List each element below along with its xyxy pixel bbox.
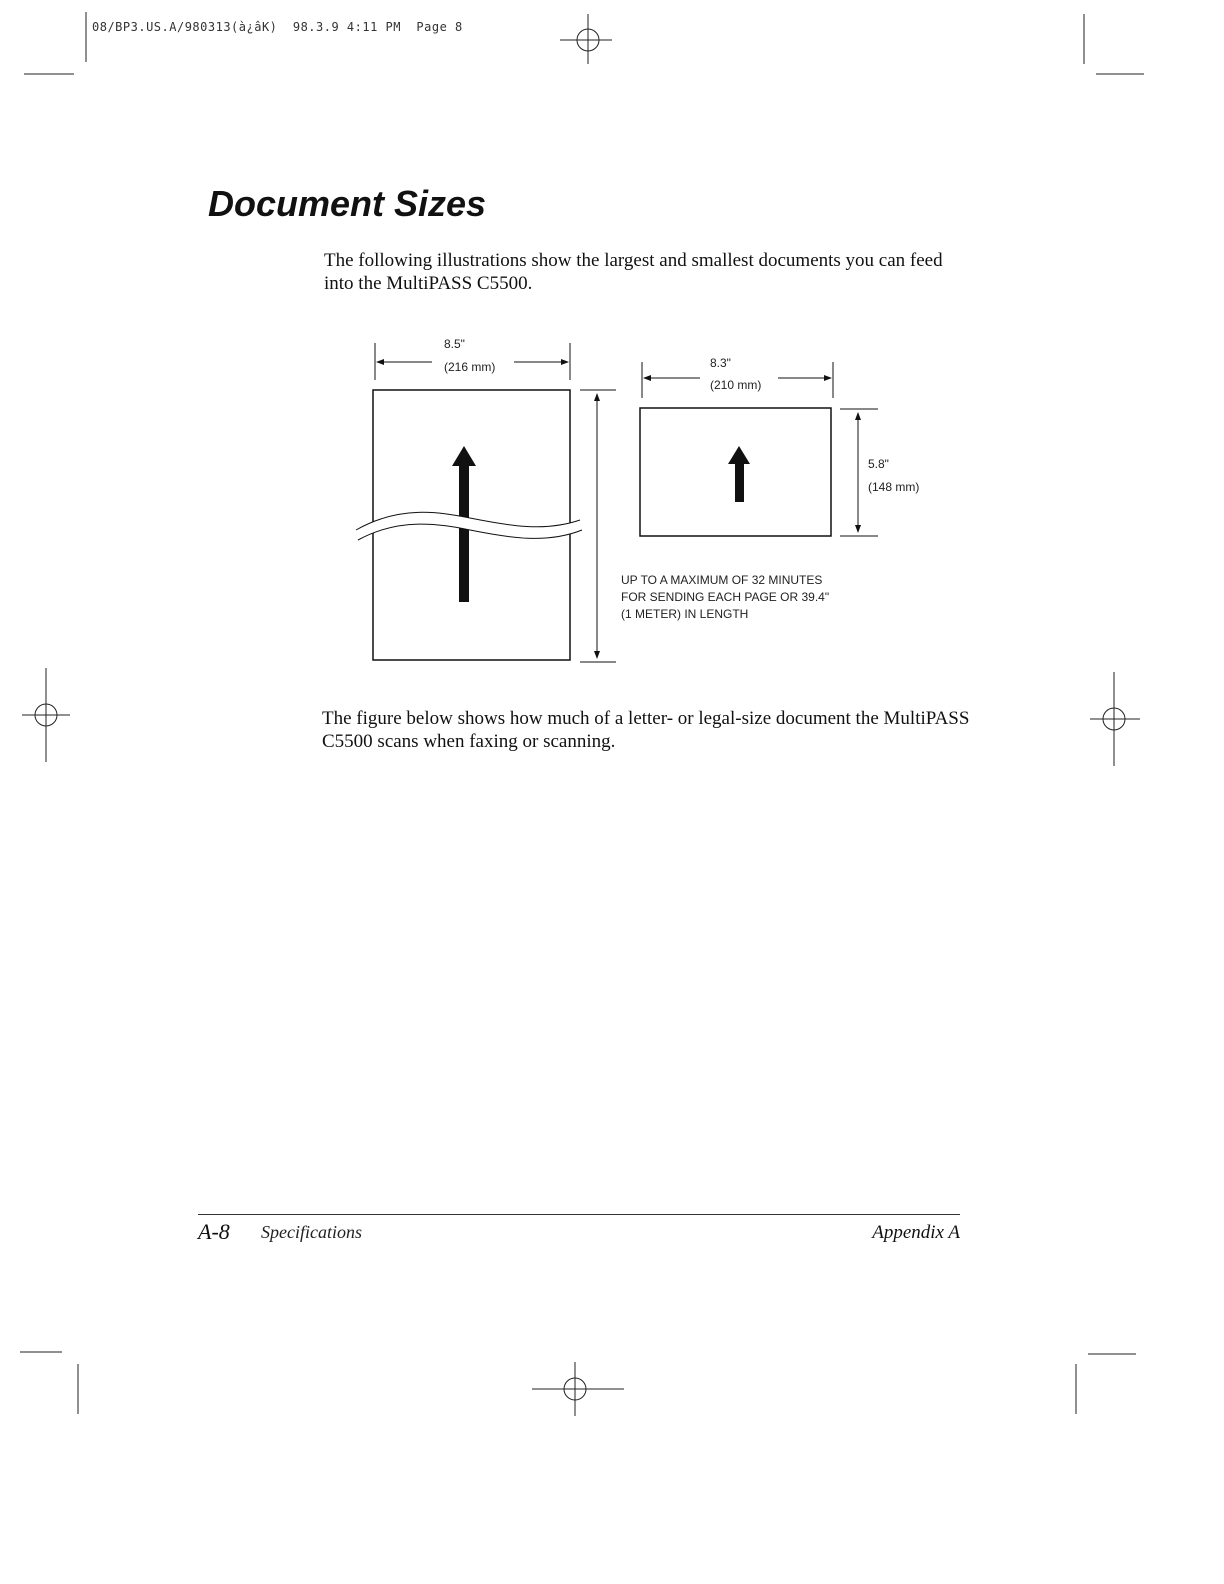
registration-mark-icon — [560, 14, 612, 64]
length-note-line-1: UP TO A MAXIMUM OF 32 MINUTES — [621, 573, 823, 587]
registration-mark-icon — [1090, 672, 1140, 766]
length-note — [621, 573, 829, 621]
figure-description-paragraph: The figure below shows how much of a letter- or legal-size document the MultiPASS C5500 scans when faxing or scanning. — [322, 708, 970, 752]
small-width-inches: 8.3" — [710, 356, 731, 370]
small-height-mm: (148 mm) — [868, 480, 920, 494]
footer-divider — [198, 1214, 960, 1215]
page-title: Document Sizes — [208, 183, 487, 224]
length-note-line-2: FOR SENDING EACH PAGE OR 39.4" — [621, 590, 830, 604]
large-width-mm: (216 mm) — [444, 360, 496, 374]
footer-section-name: Specifications — [261, 1222, 362, 1242]
small-width-mm: (210 mm) — [710, 378, 762, 392]
length-note-line-3: (1 METER) IN LENGTH — [621, 607, 749, 621]
footer-page-number: A-8 — [198, 1219, 230, 1244]
print-header: 08/BP3.US.A/980313(à¿âK) 98.3.9 4:11 PM Page 8 — [92, 20, 463, 34]
registration-mark-icon — [22, 668, 70, 762]
registration-mark-icon — [532, 1362, 624, 1416]
footer-appendix-label: Appendix A — [872, 1222, 960, 1243]
intro-paragraph: The following illustrations show the largest and smallest documents you can feed into the MultiPASS C5500. — [324, 250, 943, 294]
large-document-diagram — [356, 337, 616, 662]
small-document-diagram — [640, 356, 919, 536]
small-height-inches: 5.8" — [868, 457, 889, 471]
large-width-inches: 8.5" — [444, 337, 465, 351]
